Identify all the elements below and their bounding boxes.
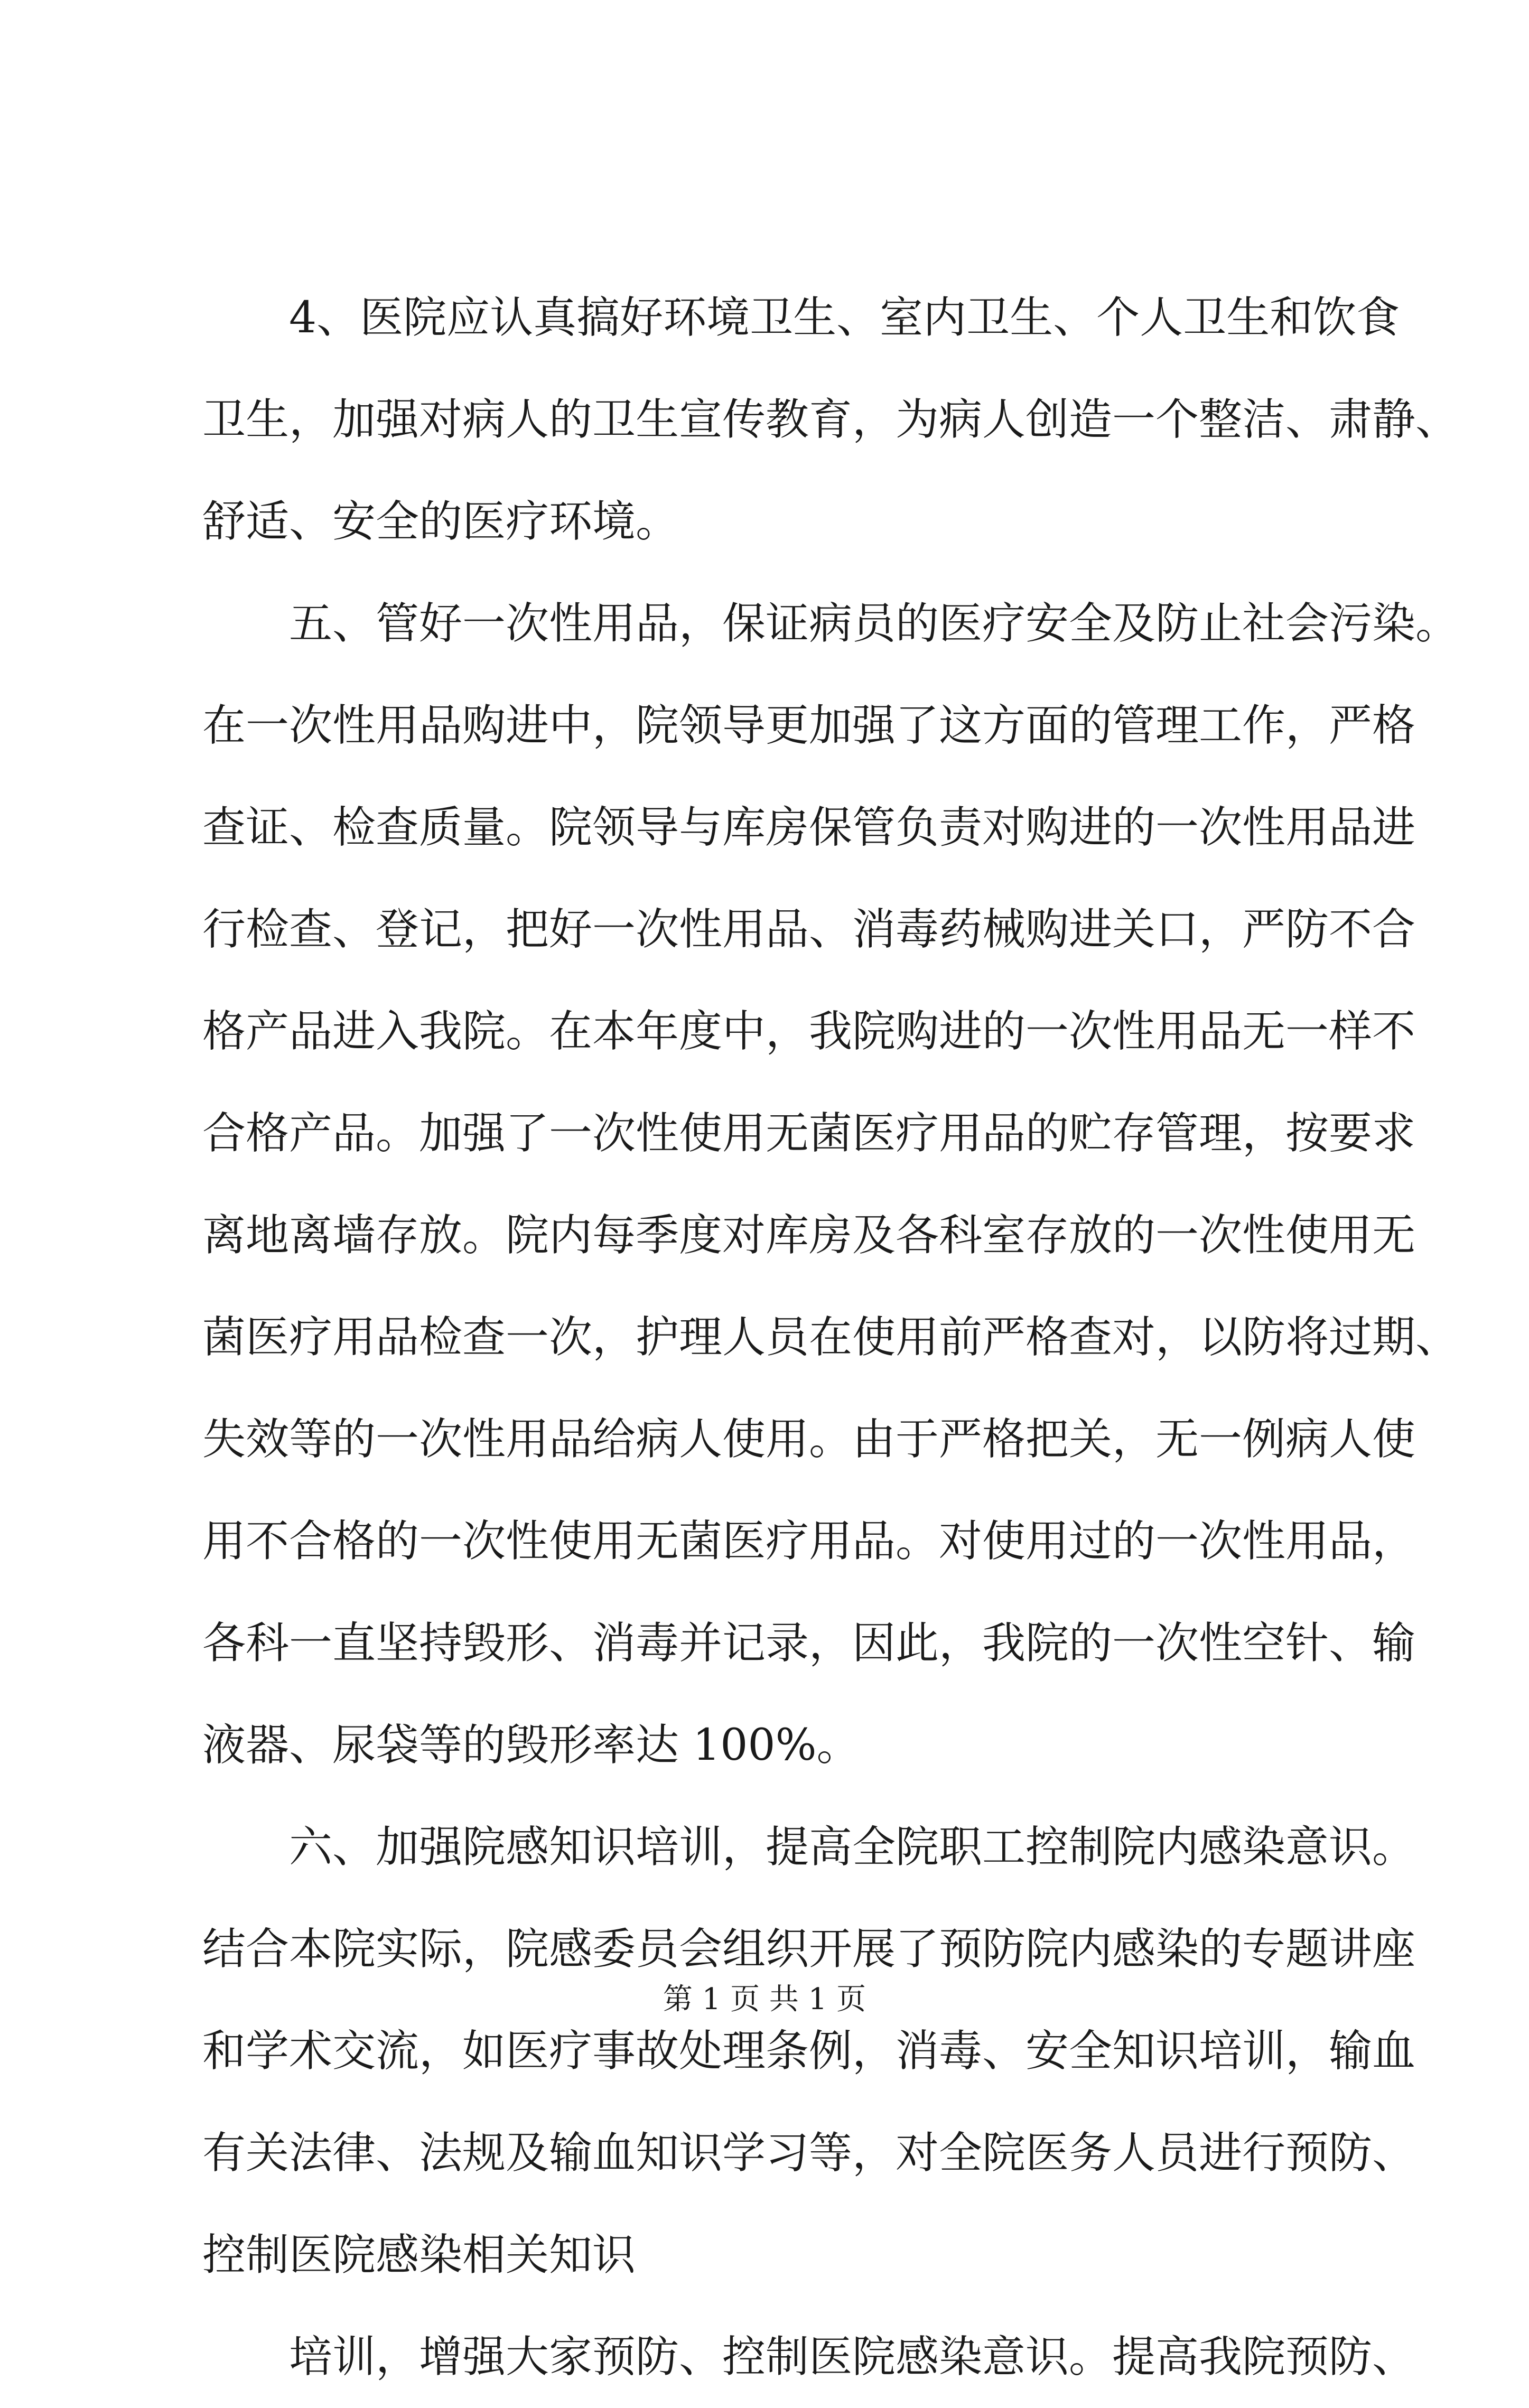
text-line: 五、管好一次性用品，保证病员的医疗安全及防止社会污染。 xyxy=(289,599,1459,649)
text-line: 舒适、安全的医疗环境。 xyxy=(202,497,679,547)
text-line: 格产品进入我院。在本年度中，我院购进的一次性用品无一样不 xyxy=(202,1006,1416,1057)
text-line: 4、医院应认真搞好环境卫生、室内卫生、个人卫生和饮食 xyxy=(289,293,1400,343)
text-line: 合格产品。加强了一次性使用无菌医疗用品的贮存管理，按要求 xyxy=(202,1108,1416,1159)
text-line: 离地离墙存放。院内每季度对库房及各科室存放的一次性使用无 xyxy=(202,1210,1416,1261)
text-line: 结合本院实际，院感委员会组织开展了预防院内感染的专题讲座 xyxy=(202,1924,1416,1974)
text-line: 查证、检查质量。院领导与库房保管负责对购进的一次性用品进 xyxy=(202,802,1416,853)
page-footer: 第 1 页 共 1 页 xyxy=(663,1982,866,2017)
text-line: 用不合格的一次性使用无菌医疗用品。对使用过的一次性用品， xyxy=(202,1516,1416,1566)
text-line: 在一次性用品购进中，院领导更加强了这方面的管理工作，严格 xyxy=(202,701,1416,751)
text-line: 培训，增强大家预防、控制医院感染意识。提高我院预防、 xyxy=(289,2332,1416,2382)
text-line: 六、加强院感知识培训，提高全院职工控制院内感染意识。 xyxy=(289,1822,1416,1872)
text-line: 卫生，加强对病人的卫生宣传教育，为病人创造一个整洁、肃静、 xyxy=(202,395,1459,445)
text-line: 控制医院感染相关知识 xyxy=(202,2230,636,2280)
text-line: 液器、尿袋等的毁形率达 100%。 xyxy=(202,1720,860,1770)
text-line: 各科一直坚持毁形、消毒并记录，因此，我院的一次性空针、输 xyxy=(202,1618,1416,1668)
text-line: 和学术交流，如医疗事故处理条例，消毒、安全知识培训，输血 xyxy=(202,2026,1416,2076)
document-body xyxy=(202,267,1459,2408)
text-line: 行检查、登记，把好一次性用品、消毒药械购进关口，严防不合 xyxy=(202,904,1416,955)
text-line: 有关法律、法规及输血知识学习等，对全院医务人员进行预防、 xyxy=(202,2128,1416,2178)
text-line: 菌医疗用品检查一次，护理人员在使用前严格查对，以防将过期、 xyxy=(202,1312,1459,1362)
text-line: 失效等的一次性用品给病人使用。由于严格把关，无一例病人使 xyxy=(202,1414,1416,1464)
